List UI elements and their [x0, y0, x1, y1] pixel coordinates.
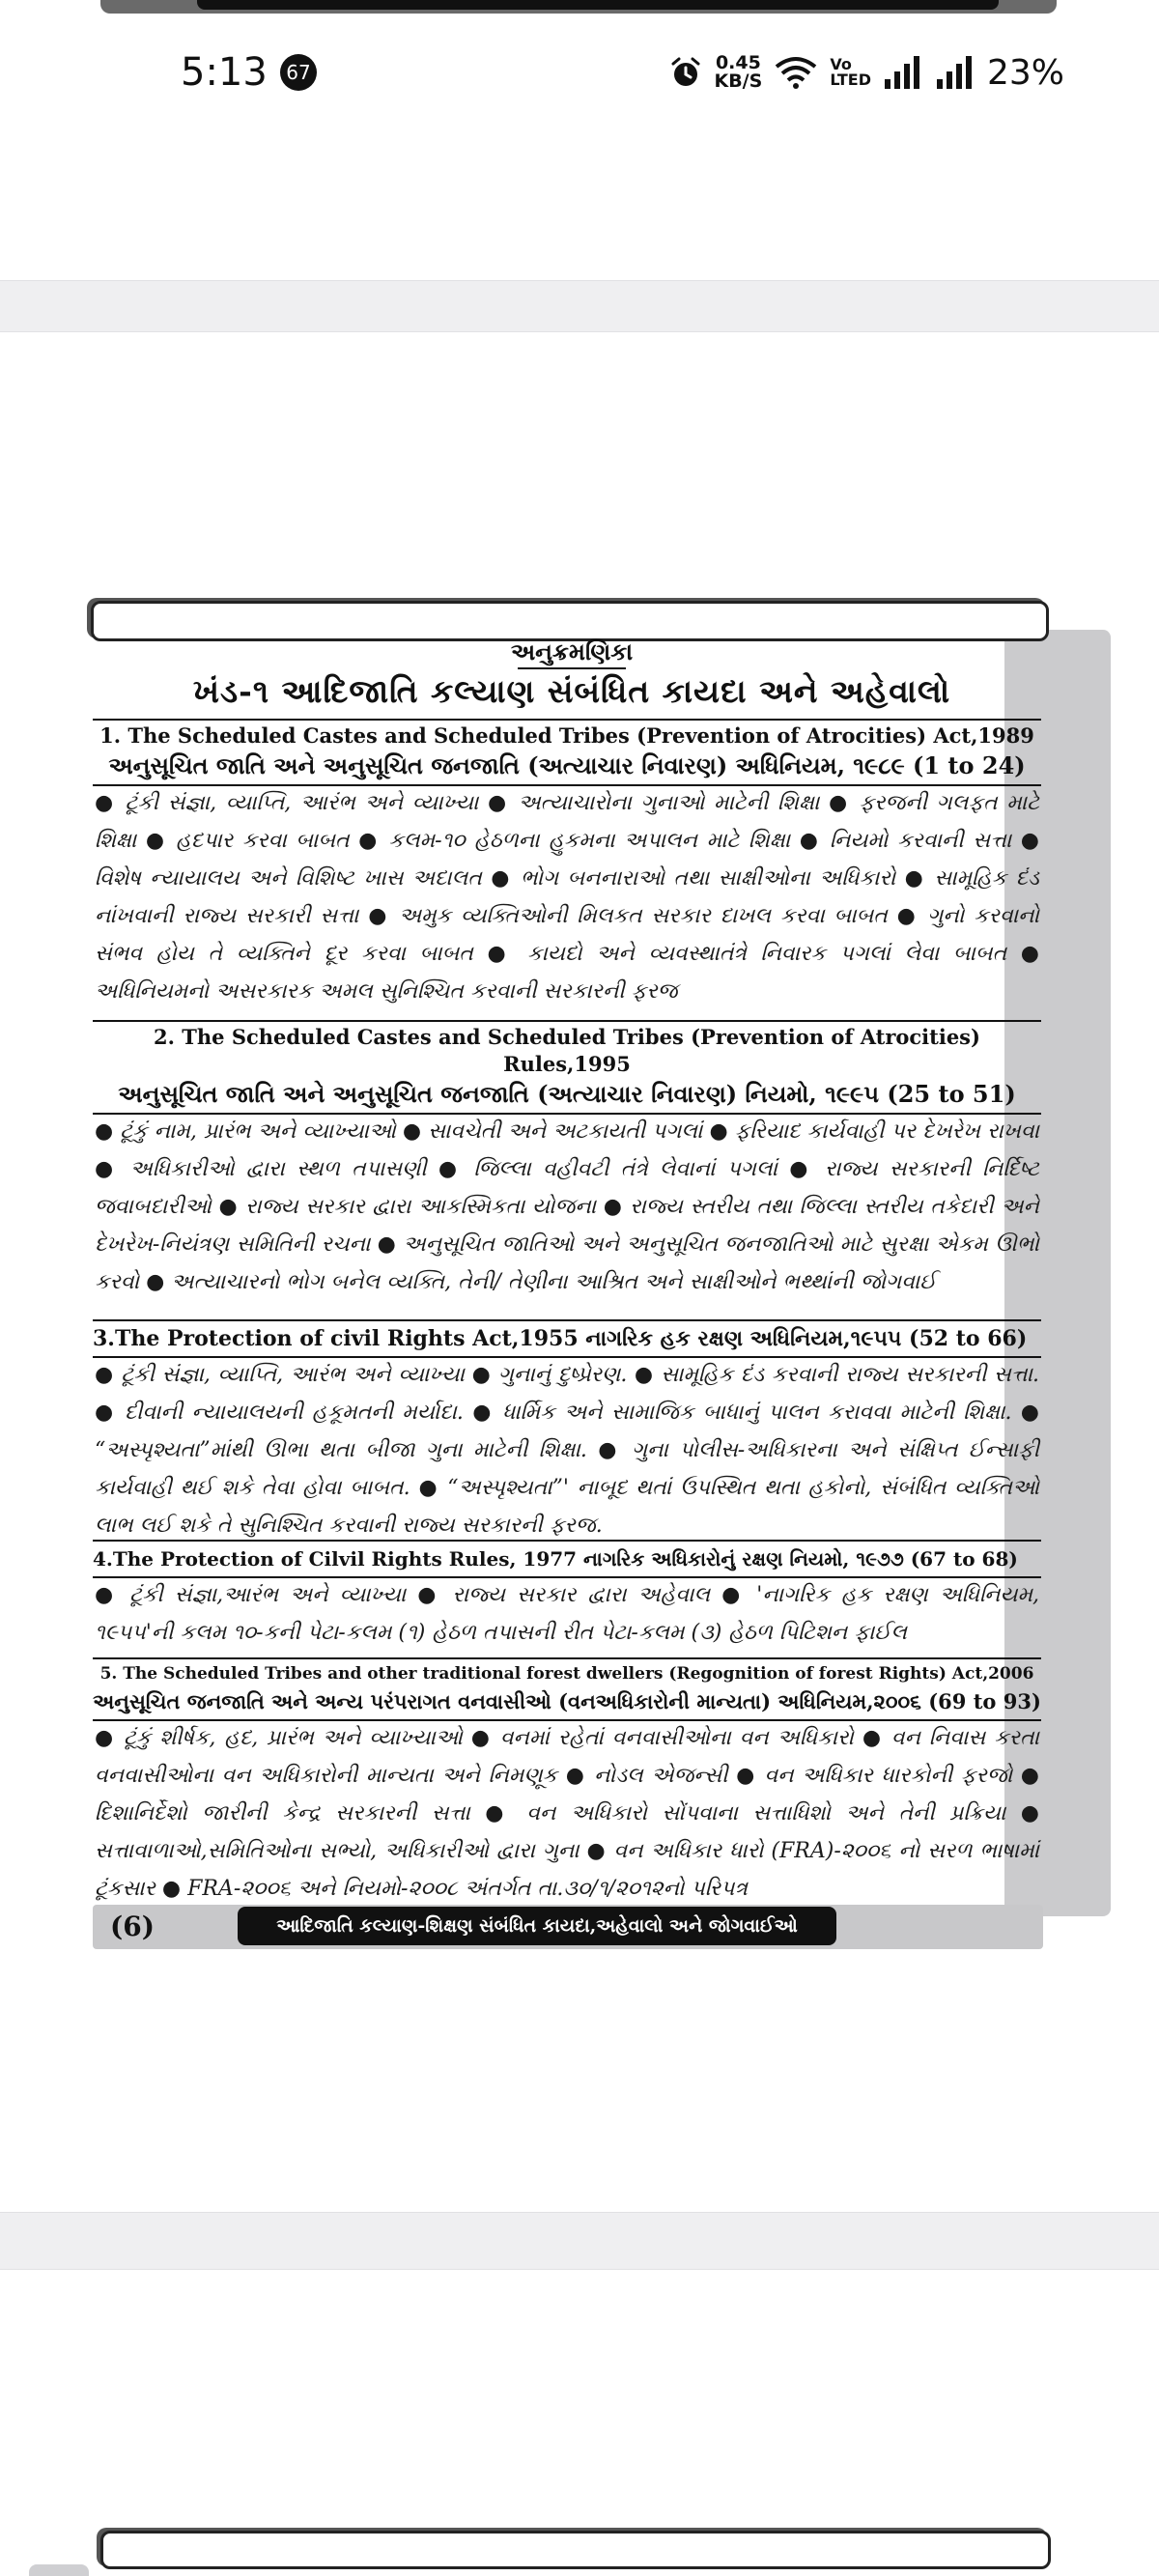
- act-description: ● ટૂંકી સંજ્ઞા, વ્યાપ્તિ, આરંભ અને વ્યાખ્યા ● ગુનાનું દુષ્પ્રેરણ. ● સામૂહિક દંડ કરવાની રાજ્ય સરકારની સત્તા. ● દીવાની ન્યાયાલયની હકૂમતની મર્યાદા. ● ધાર્મિક અને સામાજિક બાધાનું પાલન કરાવવા માટેની શિક્ષા. ● “અસ્પૃશ્યતા”માંથી ઊભા થતા બીજા ગુના માટેની શિક્ષા. ● ગુના પોલીસ-અધિકારના અને સંક્ષિપ્ત ઈન્સાફી કાર્યવાહી થઈ શકે તેવા હોવા બાબત. ● “અસ્પૃશ્યતા”' નાબૂદ થતાં ઉપસ્થિત થતા હકોનો, સંબંધિત વ્યક્તિઓ લાભ લઈ શકે તે સુનિશ્ચિત કરવાની રાજ્ય સરકારની ફરજ.: [95, 1363, 1039, 1538]
- act-title-en: 5. The Scheduled Tribes and other traditional forest dwellers (Regognition of forest Rights) Act,2006: [99, 1664, 1034, 1684]
- toc-title: અનુક્રમણિકા: [89, 637, 1055, 669]
- battery-level: 23%: [986, 52, 1064, 93]
- act-title-en: 4.The Protection of Cilvil Rights Rules, 1977 નાગરિક અધિકારોનું રક્ષણ નિયમો, ૧૯૭૭ (67 to 68): [93, 1547, 1018, 1571]
- page-separator: [0, 2212, 1159, 2270]
- wifi-icon: [774, 55, 818, 90]
- act-entry-2: [93, 1024, 1041, 1301]
- divider: [93, 1020, 1041, 1022]
- signal-icon: [935, 56, 975, 89]
- previous-page-edge: [100, 0, 1057, 14]
- page-number: (6): [110, 1911, 155, 1942]
- page-header-box: [91, 601, 1049, 641]
- network-speed: 0.45 KB/S: [714, 52, 763, 92]
- divider: [93, 784, 1041, 786]
- act-title-en: 3.The Protection of civil Rights Act,1955 નાગરિક હક રક્ષણ અધિનિયમ,૧૯૫૫ (52 to 66): [93, 1326, 1028, 1351]
- next-page-header-box: [100, 2531, 1051, 2569]
- divider: [93, 1719, 1041, 1721]
- status-bar: [0, 39, 1159, 106]
- signal-icon: [883, 56, 923, 89]
- footer-label: આદિજાતિ કલ્યાણ-શિક્ષણ સંબંધિત કાયદા,અહેવાલો અને જોગવાઈઓ: [238, 1907, 836, 1945]
- act-entry-3: [93, 1323, 1041, 1544]
- divider: [93, 1319, 1041, 1321]
- act-entry-5: [93, 1661, 1041, 1908]
- act-entry-4: [93, 1543, 1041, 1652]
- act-title-gu: અનુસૂચિત જાતિ અને અનુસૂચિત જનજાતિ (અત્યાચાર નિવારણ) નિયમો, ૧૯૯૫ (25 to 51): [118, 1080, 1016, 1108]
- page-footer: [93, 1905, 1043, 1949]
- alarm-icon: [669, 56, 702, 89]
- act-title-en: 2. The Scheduled Castes and Scheduled Tribes (Prevention of Atrocities) Rules,1995: [154, 1025, 980, 1076]
- act-description: ● ટૂંકું શીર્ષક, હદ, પ્રારંભ અને વ્યાખ્યાઓ ● વનમાં રહેતાં વનવાસીઓના વન અધિકારો ● વન નિવાસ કરતા વનવાસીઓના વન અધિકારોની માન્યતા અને નિમણૂક ● નોડલ એજન્સી ● વન અધિકાર ધારકોની ફરજો ● દિશાનિર્દેશો જારીની કેન્દ્ર સરકારની સત્તા ● વન અધિકારો સોંપવાના સત્તાધિશો અને તેની પ્રક્રિયા ● સત્તાવાળાઓ,સમિતિઓના સભ્યો, અધિકારીઓ દ્વારા ગુના ● વન અધિકાર ધારો (FRA)-૨૦૦૬ નો સરળ ભાષામાં ટૂંકસાર ● FRA-૨૦૦૬ અને નિયમો-૨૦૦૮ અંતર્ગત તા.૩૦/૧/૨૦૧૨નો પરિપત્ર: [95, 1726, 1039, 1901]
- page-separator: [0, 280, 1159, 332]
- act-description: ● ટૂંકી સંજ્ઞા, વ્યાપ્તિ, આરંભ અને વ્યાખ્યા ● અત્યાચારોના ગુનાઓ માટેની શિક્ષા ● ફરજની ગલફત માટે શિક્ષા ● હદપાર કરવા બાબત ● કલમ-૧૦ હેઠળના હુકમના અપાલન માટે શિક્ષા ● નિયમો કરવાની સત્તા ● વિશેષ ન્યાયાલય અને વિશિષ્ટ ખાસ અદાલત ● ભોગ બનનારાઓ તથા સાક્ષીઓના અધિકારો ● સામૂહિક દંડ નાંખવાની રાજ્ય સરકારી સત્તા ● અમુક વ્યક્તિઓની મિલકત સરકાર દાખલ કરવા બાબત ● ગુનો કરવાનો સંભવ હોય તે વ્યક્તિને દૂર કરવા બાબત ● કાયદો અને વ્યવસ્થાતંત્રે નિવારક પગલાં લેવા બાબત ● અધિનિયમનો અસરકારક અમલ સુનિશ્ચિત કરવાની સરકારની ફરજ: [95, 791, 1039, 1004]
- scroll-handle[interactable]: [29, 2564, 89, 2576]
- act-entry-1: [93, 722, 1041, 1010]
- divider: [93, 1356, 1041, 1358]
- divider: [93, 1540, 1041, 1542]
- act-description: ● ટૂંકી સંજ્ઞા,આરંભ અને વ્યાખ્યા ● રાજ્ય સરકાર દ્વારા અહેવાલ ● 'નાગરિક હક રક્ષણ અધિનિયમ, ૧૯૫૫'ની કલમ ૧૦-કની પેટા-કલમ (૧) હેઠળ તપાસની રીત પેટા-કલમ (૩) હેઠળ પિટિશન ફાઈલ: [95, 1583, 1039, 1645]
- act-title-gu: અનુસૂચિત જાતિ અને અનુસૂચિત જનજાતિ (અત્યાચાર નિવારણ) અધિનિયમ, ૧૯૮૯ (1 to 24): [108, 751, 1026, 779]
- clock: 5:13: [181, 50, 268, 95]
- divider: [93, 1576, 1041, 1578]
- volte-indicator: Vo LTED: [830, 55, 871, 89]
- divider: [93, 719, 1041, 721]
- act-title-en: 1. The Scheduled Castes and Scheduled Tribes (Prevention of Atrocities) Act,1989: [99, 723, 1034, 748]
- document-page: [89, 599, 1055, 1951]
- divider: [93, 1657, 1041, 1659]
- section-title: ખંડ-૧ આદિજાતિ કલ્યાણ સંબંધિત કાયદા અને અહેવાલો: [192, 672, 951, 710]
- act-description: ● ટૂંકું નામ, પ્રારંભ અને વ્યાખ્યાઓ ● સાવચેતી અને અટકાયતી પગલાં ● ફરિયાદ કાર્યવાહી પર દેખરેખ રાખવા ● અધિકારીઓ દ્વારા સ્થળ તપાસણી ● જિલ્લા વહીવટી તંત્રે લેવાનાં પગલાં ● રાજ્ય સરકારની નિર્દિષ્ટ જવાબદારીઓ ● રાજ્ય સરકાર દ્વારા આકસ્મિકતા યોજના ● રાજ્ય સ્તરીય તથા જિલ્લા સ્તરીય તકેદારી અને દેખરેખ-નિયંત્રણ સમિતિની રચના ● અનુસૂચિત જાતિઓ અને અનુસૂચિત જનજાતિઓ માટે સુરક્ષા એકમ ઊભો કરવો ● અત્યાચારનો ભોગ બનેલ વ્યક્તિ, તેની/ તેણીના આશ્રિત અને સાક્ષીઓને ભથ્થાંની જોગવાઈ: [95, 1119, 1039, 1294]
- notification-count-badge: 67: [280, 54, 317, 91]
- divider: [93, 1113, 1041, 1115]
- act-title-gu: અનુસૂચિત જનજાતિ અને અન્ય પરંપરાગત વનવાસીઓ (વનઅધિકારોની માન્યતા) અધિનિયમ,૨૦૦૬ (69 to 93): [93, 1689, 1041, 1713]
